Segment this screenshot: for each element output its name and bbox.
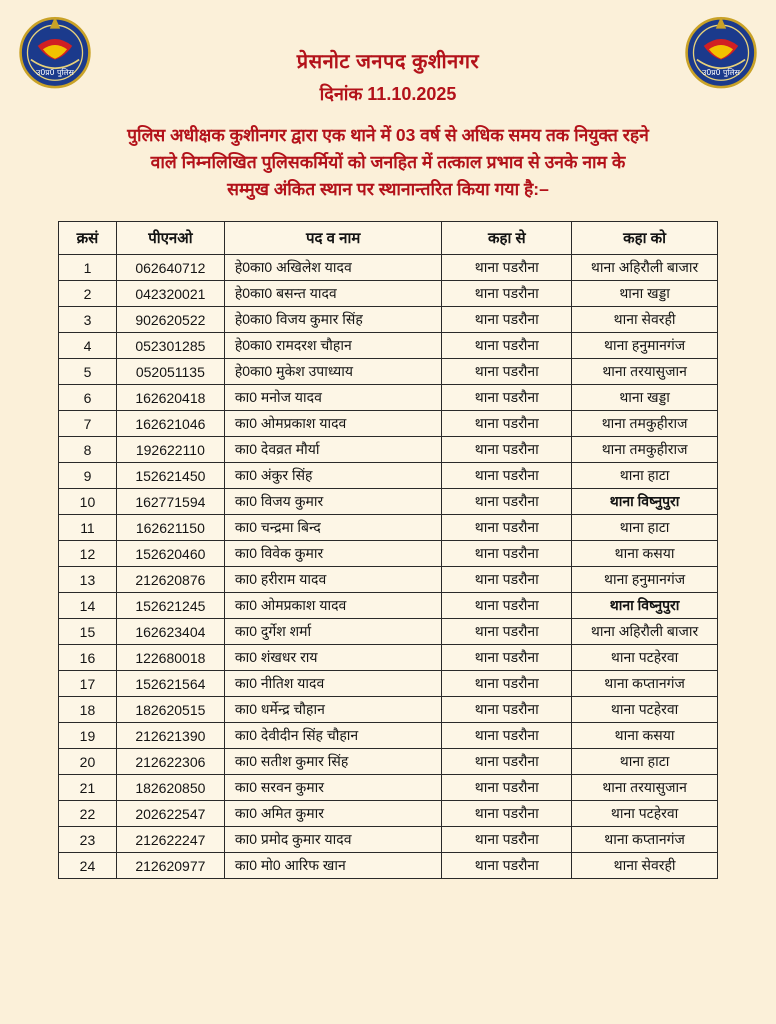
police-emblem-icon xyxy=(678,8,764,94)
cell-pno: 052301285 xyxy=(116,333,224,359)
cell-pno: 212621390 xyxy=(116,723,224,749)
cell-transferred-from: थाना पडरौना xyxy=(442,593,572,619)
cell-transferred-to: थाना तरयासुजान xyxy=(572,359,718,385)
cell-serial-number: 16 xyxy=(59,645,117,671)
cell-pno: 062640712 xyxy=(116,255,224,281)
table-row xyxy=(59,723,718,749)
table-row xyxy=(59,567,718,593)
cell-rank-and-name: का0 धर्मेन्द्र चौहान xyxy=(224,697,442,723)
cell-rank-and-name: हे0का0 मुकेश उपाध्याय xyxy=(224,359,442,385)
cell-serial-number: 5 xyxy=(59,359,117,385)
cell-pno: 122680018 xyxy=(116,645,224,671)
cell-pno: 202622547 xyxy=(116,801,224,827)
cell-transferred-from: थाना पडरौना xyxy=(442,697,572,723)
table-row xyxy=(59,359,718,385)
cell-transferred-from: थाना पडरौना xyxy=(442,463,572,489)
cell-rank-and-name: हे0का0 विजय कुमार सिंह xyxy=(224,307,442,333)
cell-transferred-from: थाना पडरौना xyxy=(442,801,572,827)
table-row xyxy=(59,333,718,359)
intro-line-1: पुलिस अधीक्षक कुशीनगर द्वारा एक थाने में 03 वर्ष से अधिक समय तक नियुक्त रहने xyxy=(127,125,649,145)
cell-pno: 162620418 xyxy=(116,385,224,411)
table-row xyxy=(59,255,718,281)
cell-pno: 162771594 xyxy=(116,489,224,515)
cell-pno: 212620977 xyxy=(116,853,224,879)
cell-transferred-to: थाना हाटा xyxy=(572,749,718,775)
cell-rank-and-name: का0 विजय कुमार xyxy=(224,489,442,515)
cell-transferred-to: थाना हनुमानगंज xyxy=(572,333,718,359)
cell-rank-and-name: हे0का0 रामदरश चौहान xyxy=(224,333,442,359)
table-row xyxy=(59,619,718,645)
table-row xyxy=(59,463,718,489)
cell-pno: 212620876 xyxy=(116,567,224,593)
cell-serial-number: 9 xyxy=(59,463,117,489)
cell-transferred-to: थाना अहिरौली बाजार xyxy=(572,619,718,645)
cell-transferred-from: थाना पडरौना xyxy=(442,437,572,463)
cell-serial-number: 14 xyxy=(59,593,117,619)
cell-serial-number: 15 xyxy=(59,619,117,645)
cell-transferred-from: थाना पडरौना xyxy=(442,359,572,385)
column-header-from: कहा से xyxy=(442,222,572,255)
table-row xyxy=(59,749,718,775)
cell-serial-number: 20 xyxy=(59,749,117,775)
column-header-to: कहा को xyxy=(572,222,718,255)
cell-transferred-from: थाना पडरौना xyxy=(442,827,572,853)
cell-serial-number: 23 xyxy=(59,827,117,853)
cell-serial-number: 2 xyxy=(59,281,117,307)
cell-transferred-from: थाना पडरौना xyxy=(442,853,572,879)
cell-transferred-to: थाना कसया xyxy=(572,541,718,567)
cell-pno: 052051135 xyxy=(116,359,224,385)
cell-pno: 162623404 xyxy=(116,619,224,645)
cell-rank-and-name: का0 ओमप्रकाश यादव xyxy=(224,593,442,619)
cell-rank-and-name: का0 सरवन कुमार xyxy=(224,775,442,801)
table-row xyxy=(59,281,718,307)
cell-transferred-from: थाना पडरौना xyxy=(442,645,572,671)
cell-transferred-from: थाना पडरौना xyxy=(442,775,572,801)
cell-rank-and-name: हे0का0 बसन्त यादव xyxy=(224,281,442,307)
cell-transferred-to: थाना हनुमानगंज xyxy=(572,567,718,593)
cell-pno: 182620850 xyxy=(116,775,224,801)
table-row xyxy=(59,307,718,333)
cell-rank-and-name: का0 देवीदीन सिंह चौहान xyxy=(224,723,442,749)
svg-text:उ0प्र0 पुलिस: उ0प्र0 पुलिस xyxy=(702,68,740,78)
cell-rank-and-name: का0 प्रमोद कुमार यादव xyxy=(224,827,442,853)
table-row xyxy=(59,593,718,619)
cell-transferred-from: थाना पडरौना xyxy=(442,723,572,749)
cell-transferred-to: थाना पटहेरवा xyxy=(572,645,718,671)
cell-transferred-from: थाना पडरौना xyxy=(442,255,572,281)
cell-serial-number: 19 xyxy=(59,723,117,749)
cell-transferred-from: थाना पडरौना xyxy=(442,541,572,567)
cell-rank-and-name: हे0का0 अखिलेश यादव xyxy=(224,255,442,281)
cell-serial-number: 21 xyxy=(59,775,117,801)
table-row xyxy=(59,385,718,411)
page-title: प्रेसनोट जनपद कुशीनगर xyxy=(296,51,480,73)
cell-transferred-to: थाना कप्तानगंज xyxy=(572,827,718,853)
column-header-name: पद व नाम xyxy=(224,222,442,255)
cell-rank-and-name: का0 विवेक कुमार xyxy=(224,541,442,567)
cell-serial-number: 8 xyxy=(59,437,117,463)
cell-rank-and-name: का0 मनोज यादव xyxy=(224,385,442,411)
cell-serial-number: 10 xyxy=(59,489,117,515)
cell-pno: 212622247 xyxy=(116,827,224,853)
cell-serial-number: 11 xyxy=(59,515,117,541)
cell-serial-number: 18 xyxy=(59,697,117,723)
cell-transferred-to: थाना हाटा xyxy=(572,515,718,541)
cell-transferred-to: थाना विष्नुपुरा xyxy=(572,593,718,619)
cell-transferred-from: थाना पडरौना xyxy=(442,749,572,775)
table-row xyxy=(59,515,718,541)
cell-transferred-to: थाना तमकुहीराज xyxy=(572,411,718,437)
cell-serial-number: 22 xyxy=(59,801,117,827)
cell-rank-and-name: का0 चन्द्रमा बिन्द xyxy=(224,515,442,541)
police-emblem-icon xyxy=(12,8,98,94)
cell-transferred-from: थाना पडरौना xyxy=(442,385,572,411)
cell-rank-and-name: का0 दुर्गेश शर्मा xyxy=(224,619,442,645)
table-row xyxy=(59,437,718,463)
table-body xyxy=(59,255,718,879)
cell-rank-and-name: का0 शंखधर राय xyxy=(224,645,442,671)
cell-rank-and-name: का0 सतीश कुमार सिंह xyxy=(224,749,442,775)
column-header-sno: क्रसं xyxy=(59,222,117,255)
cell-rank-and-name: का0 मो0 आरिफ खान xyxy=(224,853,442,879)
cell-transferred-from: थाना पडरौना xyxy=(442,281,572,307)
cell-transferred-from: थाना पडरौना xyxy=(442,307,572,333)
cell-transferred-to: थाना तमकुहीराज xyxy=(572,437,718,463)
cell-rank-and-name: का0 देवव्रत मौर्या xyxy=(224,437,442,463)
table-row xyxy=(59,801,718,827)
cell-transferred-to: थाना खड्डा xyxy=(572,385,718,411)
cell-rank-and-name: का0 अंकुर सिंह xyxy=(224,463,442,489)
cell-transferred-from: थाना पडरौना xyxy=(442,333,572,359)
cell-pno: 212622306 xyxy=(116,749,224,775)
table-header-row xyxy=(59,222,718,255)
table-row xyxy=(59,489,718,515)
cell-serial-number: 12 xyxy=(59,541,117,567)
cell-transferred-to: थाना सेवरही xyxy=(572,307,718,333)
cell-transferred-from: थाना पडरौना xyxy=(442,489,572,515)
cell-transferred-from: थाना पडरौना xyxy=(442,567,572,593)
cell-rank-and-name: का0 ओमप्रकाश यादव xyxy=(224,411,442,437)
cell-transferred-to: थाना हाटा xyxy=(572,463,718,489)
cell-pno: 902620522 xyxy=(116,307,224,333)
svg-text:उ0प्र0 पुलिस: उ0प्र0 पुलिस xyxy=(36,68,74,78)
cell-transferred-to: थाना खड्डा xyxy=(572,281,718,307)
table-row xyxy=(59,853,718,879)
cell-transferred-to: थाना कसया xyxy=(572,723,718,749)
cell-transferred-from: थाना पडरौना xyxy=(442,671,572,697)
table-row xyxy=(59,645,718,671)
cell-pno: 152621245 xyxy=(116,593,224,619)
cell-pno: 152621450 xyxy=(116,463,224,489)
document-header xyxy=(0,0,776,106)
table-row xyxy=(59,697,718,723)
cell-transferred-from: थाना पडरौना xyxy=(442,515,572,541)
table-row xyxy=(59,411,718,437)
cell-serial-number: 1 xyxy=(59,255,117,281)
cell-transferred-to: थाना पटहेरवा xyxy=(572,801,718,827)
cell-transferred-to: थाना तरयासुजान xyxy=(572,775,718,801)
cell-pno: 042320021 xyxy=(116,281,224,307)
table-row xyxy=(59,775,718,801)
cell-pno: 162621150 xyxy=(116,515,224,541)
cell-pno: 192622110 xyxy=(116,437,224,463)
cell-pno: 162621046 xyxy=(116,411,224,437)
document-date: दिनांक 11.10.2025 xyxy=(319,84,457,104)
cell-pno: 152620460 xyxy=(116,541,224,567)
cell-serial-number: 13 xyxy=(59,567,117,593)
cell-serial-number: 4 xyxy=(59,333,117,359)
cell-rank-and-name: का0 नीतिश यादव xyxy=(224,671,442,697)
intro-line-2: वाले निम्नलिखित पुलिसकर्मियों को जनहित में तत्काल प्रभाव से उनके नाम के xyxy=(150,152,626,173)
cell-transferred-from: थाना पडरौना xyxy=(442,411,572,437)
cell-rank-and-name: का0 अमित कुमार xyxy=(224,801,442,827)
transfer-table xyxy=(58,221,718,879)
cell-transferred-to: थाना सेवरही xyxy=(572,853,718,879)
cell-serial-number: 17 xyxy=(59,671,117,697)
intro-line-3: सम्मुख अंकित स्थान पर स्थानान्तरित किया गया है:– xyxy=(227,179,549,200)
intro-paragraph xyxy=(28,122,748,203)
cell-pno: 152621564 xyxy=(116,671,224,697)
column-header-pno: पीएनओ xyxy=(116,222,224,255)
cell-transferred-from: थाना पडरौना xyxy=(442,619,572,645)
cell-serial-number: 3 xyxy=(59,307,117,333)
table-row xyxy=(59,671,718,697)
cell-transferred-to: थाना विष्नुपुरा xyxy=(572,489,718,515)
cell-transferred-to: थाना पटहेरवा xyxy=(572,697,718,723)
cell-pno: 182620515 xyxy=(116,697,224,723)
cell-transferred-to: थाना अहिरौली बाजार xyxy=(572,255,718,281)
cell-serial-number: 7 xyxy=(59,411,117,437)
cell-serial-number: 6 xyxy=(59,385,117,411)
table-row xyxy=(59,541,718,567)
cell-serial-number: 24 xyxy=(59,853,117,879)
table-row xyxy=(59,827,718,853)
cell-transferred-to: थाना कप्तानगंज xyxy=(572,671,718,697)
cell-rank-and-name: का0 हरीराम यादव xyxy=(224,567,442,593)
